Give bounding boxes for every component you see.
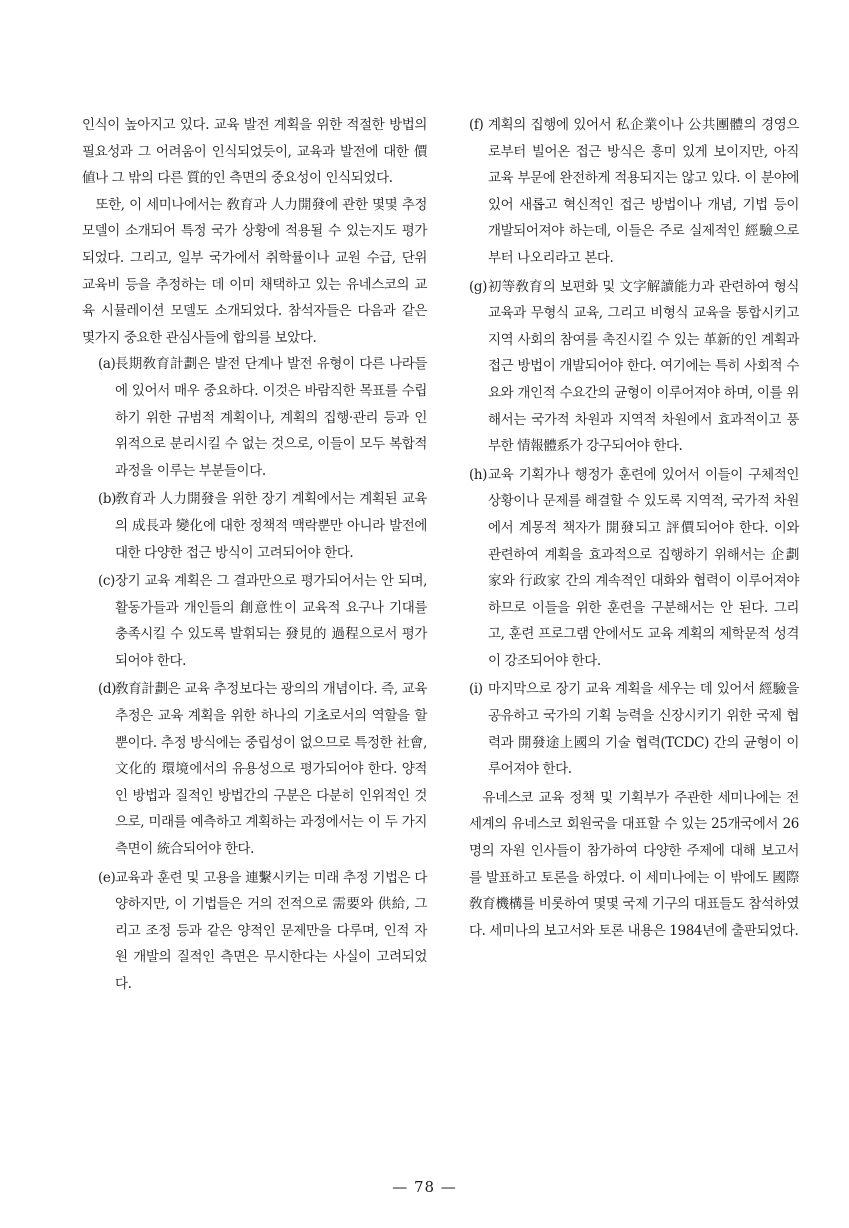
- list-item-i: [469, 676, 799, 782]
- list-item-c: [82, 568, 427, 674]
- item-marker: (i): [469, 681, 483, 698]
- item-marker: (a): [98, 356, 116, 373]
- list-item-a: [82, 351, 427, 484]
- closing-paragraph: 유네스코 교육 정책 및 기획부가 주관한 세미나에는 전 세계의 유네스코 회원국을 대표할 수 있는 25개국에서 26명의 자원 인사들이 참가하여 다양한 주제에 대해 보고서를 발표하고 토론을 하였다. 이 세미나에는 이 밖에도 國際敎育機構를 비롯하여 몇몇 국제 기구의 대표들도 참석하였다. 세미나의 보고서와 토론 내용은 1984년에 출판되었다.: [469, 789, 799, 939]
- page-number: — 78 —: [392, 1178, 457, 1196]
- list-item-f: [469, 112, 799, 272]
- item-marker: (e): [98, 869, 116, 886]
- list-item-b: [82, 486, 427, 566]
- item-marker: (g): [469, 278, 487, 295]
- item-text: 敎育計劃은 교육 추정보다는 광의의 개념이다. 즉, 교육 추정은 교육 계획을 위한 하나의 기초로서의 역할을 할 뿐이다. 추정 방식에는 중립성이 없으므로 특정한 社會, 文化的 環境에서의 유용성으로 평가되어야 한다. 양적인 방법과 질적인 방법간의 구분은 다분히 인위적인 것으로, 미래를 예측하고 계획하는 과정에서는 이 두 가지 측면이 統合되어야 한다.: [115, 681, 427, 858]
- seminar-paragraph: 또한, 이 세미나에서는 敎育과 人力開發에 관한 몇몇 추정 모델이 소개되어 특정 국가 상황에 적용될 수 있는지도 평가되었다. 그리고, 일부 국가에서 취학률이나 교원 수급, 단위 교육비 등을 추정하는 데 이미 채택하고 있는 유네스코의 교육 시뮬레이션 모델도 소개되었다. 참석자들은 다음과 같은 몇가지 중요한 관심사들에 합의를 보았다.: [82, 196, 427, 346]
- item-marker: (b): [98, 491, 116, 508]
- item-text: 교육 기획가나 행정가 훈련에 있어서 이들이 구체적인 상황이나 문제를 해결할 수 있도록 지역적, 국가적 차원에서 계몽적 책자가 開發되고 評價되어야 한다. 이와 관련하여 계획을 효과적으로 집행하기 위해서는 企劃家와 行政家 간의 계속적인 대화와 협력이 이루어져야 하므로 이들을 위한 훈련을 구분해서는 안 된다. 그리고, 훈련 프로그램 안에서도 교육 계획의 제학문적 성격이 강조되어야 한다.: [488, 466, 799, 669]
- left-column: [82, 112, 427, 1000]
- list-item-h: [469, 462, 799, 675]
- item-marker: (h): [469, 466, 488, 483]
- item-text: 마지막으로 장기 교육 계획을 세우는 데 있어서 經驗을 공유하고 국가의 기획 능력을 신장시키기 위한 국제 협력과 開發途上國의 기술 협력(TCDC) 간의 균형이 이루어져야 한다.: [488, 681, 799, 778]
- item-text: 계획의 집행에 있어서 私企業이나 公共團體의 경영으로부터 빌어온 접근 방식은 흥미 있게 보이지만, 아직 교육 부문에 완전하게 적용되지는 않고 있다. 이 분야에 있어 새롭고 혁신적인 접근 방법이나 개념, 기법 등이 개발되어져야 하는데, 이들은 주로 실제적인 經驗으로부터 나오리라고 본다.: [488, 117, 799, 266]
- intro-continued-text: 인식이 높아지고 있다. 교육 발전 계획을 위한 적절한 방법의 필요성과 그 어려움이 인식되었듯이, 교육과 발전에 대한 價値나 그 밖의 다른 質的인 측면의 중요성이 인식되었다.: [82, 117, 427, 187]
- list-item-d: [82, 676, 427, 862]
- item-text: 장기 교육 계획은 그 결과만으로 평가되어서는 안 되며, 활동가들과 개인들의 創意性이 교육적 요구나 기대를 충족시킬 수 있도록 발휘되는 發見的 過程으로서 평가되어야 한다.: [115, 573, 427, 669]
- right-column: [469, 112, 799, 944]
- item-text: 교육과 훈련 및 고용을 連繫시키는 미래 추정 기법은 다양하지만, 이 기법들은 거의 전적으로 需要와 供給, 그리고 조정 등과 같은 양적인 문제만을 다루며, 인적 자원 개발의 질적인 측면은 무시한다는 사실이 고려되었다.: [115, 869, 427, 992]
- item-text: 初等敎育의 보편화 및 文字解讀能力과 관련하여 형식 교육과 무형식 교육, 그리고 비형식 교육을 통합시키고 지역 사회의 참여를 촉진시킬 수 있는 革新的인 계획과 접근 방법이 개발되어야 한다. 여기에는 특히 사회적 수요와 개인적 수요간의 균형이 이루어져야 하며, 이를 위해서는 국가적 차원과 지역적 차원에서 효과적이고 풍부한 情報體系가 강구되어야 한다.: [488, 278, 799, 455]
- item-text: 長期敎育計劃은 발전 단계나 발전 유형이 다른 나라들에 있어서 매우 중요하다. 이것은 바람직한 목표를 수립하기 위한 규범적 계획이나, 계획의 집행·관리 등과 인위적으로 분리시킬 수 없는 것으로, 이들이 모두 복합적 과정을 이루는 부분들이다.: [115, 356, 427, 479]
- list-item-e: [82, 865, 427, 998]
- item-marker: (d): [98, 681, 116, 698]
- list-item-g: [469, 274, 799, 460]
- item-marker: (c): [98, 573, 115, 590]
- item-text: 敎育과 人力開發을 위한 장기 계획에서는 계획된 교육의 成長과 變化에 대한 정책적 맥락뿐만 아니라 발전에 대한 다양한 접근 방식이 고려되어야 한다.: [115, 491, 427, 561]
- item-marker: (f): [469, 117, 484, 133]
